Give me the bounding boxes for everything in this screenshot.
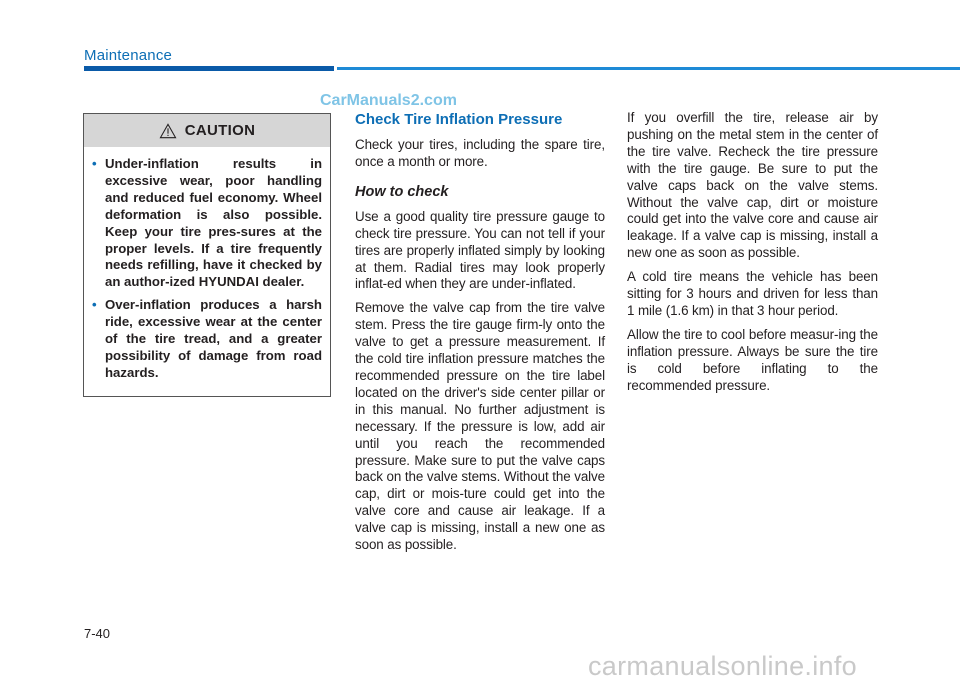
paragraph: If you overfill the tire, release air by pushing on the metal stem in the center of the tire valve. Recheck the tire pressure with the tire gauge. Be sure to put the valve caps back on the valve stems. Without the valve cap, dirt or moisture could get into the valve core and cause air leakage. If a valve cap is missing, install a new one as soon as possible. (627, 110, 878, 261)
header-rule (337, 67, 960, 70)
warning-triangle-icon (159, 123, 177, 139)
caution-item-text: Over-inflation produces a harsh ride, excessive wear at the center of the tire tread, and a greater possibility of damage from road hazards. (105, 297, 322, 380)
caution-box (83, 113, 331, 397)
bullet-icon: • (92, 297, 97, 313)
caution-item-text: Under-inflation results in excessive wear, poor handling and reduced fuel economy. Wheel deformation is also possible. Keep your tire pres-sures at the proper levels. If a tire frequently needs refilling, have it checked by an author-ized HYUNDAI dealer. (105, 156, 322, 290)
paragraph: Use a good quality tire pressure gauge to check tire pressure. You can not tell if your tires are properly inflated simply by looking at them. Radial tires may look properly inflat-ed when they are under-inflated. (355, 208, 605, 292)
caution-title: CAUTION (184, 122, 256, 139)
caution-list (84, 147, 330, 382)
caution-item (92, 297, 322, 382)
bullet-icon: • (92, 156, 97, 171)
watermark-footer-link[interactable]: carmanualsonline.info (588, 651, 857, 681)
paragraph: Remove the valve cap from the tire valve stem. Press the tire gauge firm-ly onto the valve to get a pressure measurement. If the cold tire inflation pressure matches the recommended pressure on the tire label located on the driver's side center pillar or in this manual. No further adjustment is necessary. If the pressure is low, add air until you reach the recommended pressure. Make sure to put the valve caps back on the valve stems. Without the valve cap, dirt or mois-ture could get into the valve core and cause air leakage. If a valve cap is missing, install a new one as soon as possible. (355, 300, 605, 553)
paragraph: A cold tire means the vehicle has been sitting for 3 hours and driven for less than 1 mile (1.6 km) in that 3 hour period. (627, 269, 878, 318)
subheading: How to check (355, 183, 449, 200)
main-column (355, 111, 605, 561)
paragraph: Allow the tire to cool before measur-ing the inflation pressure. Always be sure the tire is cold before inflating to the recommended pressure. (627, 326, 878, 393)
intro-paragraph: Check your tires, including the spare tire, once a month or more. (355, 137, 605, 169)
page-number: 7-40 (84, 626, 111, 641)
caution-header (84, 114, 330, 147)
header-bar (84, 66, 334, 71)
right-column (627, 110, 878, 402)
section-header: Maintenance (84, 47, 173, 64)
section-title: Check Tire Inflation Pressure (355, 111, 563, 128)
caution-item (92, 156, 322, 291)
watermark-link[interactable]: CarManuals2.com (320, 92, 457, 109)
